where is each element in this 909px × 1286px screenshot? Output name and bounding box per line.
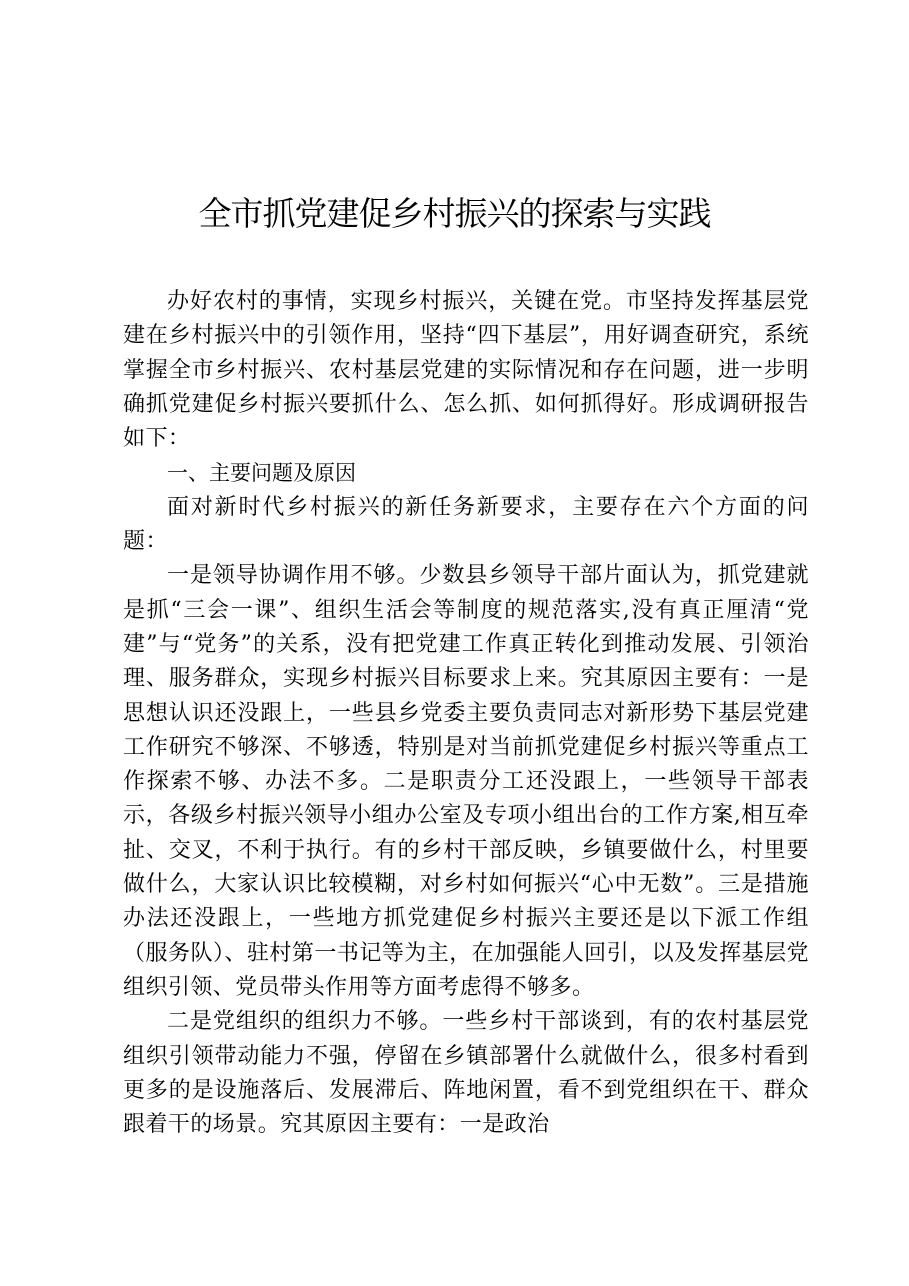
intro-paragraph: 办好农村的事情，实现乡村振兴，关键在党。市坚持发挥基层党建在乡村振兴中的引领作用，坚持“四下基层”，用好调查研究，系统掌握全市乡村振兴、农村基层党建的实际情况和存在问题，进一步明确抓党建促乡村振兴要抓什么、怎么抓、如何抓得好。形成调研报告如下： <box>123 289 809 452</box>
section-intro-paragraph: 面对新时代乡村振兴的新任务新要求，主要存在六个方面的问题： <box>123 494 809 555</box>
problem-two-paragraph: 二是党组织的组织力不够。一些乡村干部谈到，有的农村基层党组织引领带动能力不强，停留在乡镇部署什么就做什么，很多村看到更多的是设施落后、发展滞后、阵地闲置，看不到党组织在干、群众跟着干的场景。究其原因主要有：一是政治 <box>123 1009 809 1138</box>
problem-one-paragraph: 一是领导协调作用不够。少数县乡领导干部片面认为，抓党建就是抓“三会一课”、组织生活会等制度的规范落实,没有真正厘清“党建”与“党务”的关系，没有把党建工作真正转化到推动发展、引领治理、服务群众，实现乡村振兴目标要求上来。究其原因主要有：一是思想认识还没跟上，一些县乡党委主要负责同志对新形势下基层党建工作研究不够深、不够透，特别是对当前抓党建促乡村振兴等重点工作探索不够、办法不多。二是职责分工还没跟上，一些领导干部表示，各级乡村振兴领导小组办公室及专项小组出台的工作方案,相互牵扯、交叉，不利于执行。有的乡村干部反映，乡镇要做什么，村里要做什么，大家认识比较模糊，对乡村如何振兴“心中无数”。三是措施办法还没跟上，一些地方抓党建促乡村振兴主要还是以下派工作组（服务队）、驻村第一书记等为主，在加强能人回引，以及发挥基层党组织引领、党员带头作用等方面考虑得不够多。 <box>123 563 809 1000</box>
section-heading: 一、主要问题及原因 <box>167 461 356 486</box>
document-title: 全市抓党建促乡村振兴的探索与实践 <box>198 194 711 233</box>
document-body <box>123 285 809 1142</box>
